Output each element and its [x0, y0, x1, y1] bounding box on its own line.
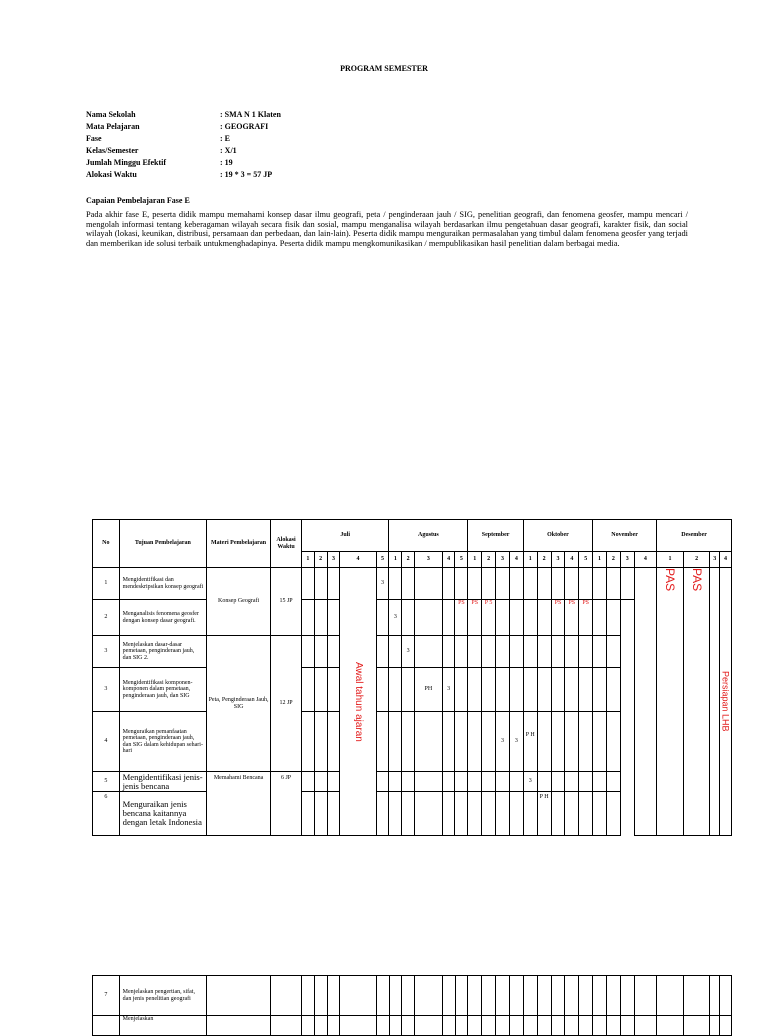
mark-ps: PS: [468, 600, 482, 636]
row-no: 7: [93, 976, 120, 1016]
week-cell: 5: [579, 552, 593, 568]
week-cell: 4: [509, 552, 523, 568]
row-no: 4: [93, 712, 120, 772]
info-row: [86, 109, 281, 121]
mark-ph-vertical: P H: [523, 712, 537, 772]
mark-cell: 3: [389, 600, 402, 636]
info-value: : 19 * 3 = 57 JP: [220, 170, 273, 179]
row-no: 3: [93, 668, 120, 712]
row-tujuan: Menjelaskan pengertian, sifat, dan jenis penelitian geografi: [119, 976, 206, 1016]
month-september: September: [468, 520, 523, 552]
row-no: 2: [93, 600, 120, 636]
month-agustus: Agustus: [389, 520, 468, 552]
header-materi: Materi Pembelajaran: [207, 520, 271, 568]
pas-label-2: PAS: [683, 568, 710, 836]
week-cell: 3: [620, 552, 634, 568]
pas-label-1: PAS: [657, 568, 684, 836]
info-row: [86, 121, 281, 133]
month-oktober: Oktober: [523, 520, 592, 552]
row-tujuan: Menguraikan pemanfaatan pemetaan, penginderaan jauh, dan SIG dalam kehidupan sehari-hari: [119, 712, 206, 772]
row-tujuan: Menjelaskan: [119, 1016, 206, 1036]
week-cell: 3: [710, 552, 720, 568]
alokasi-cell: 12 JP: [271, 636, 302, 772]
materi-cell: Peta, Penginderaan Jauh, SIG: [207, 636, 271, 772]
info-value: : 19: [220, 158, 233, 167]
row-tujuan: Menganalisis fenomena geosfer dengan konsep dasar geografi.: [119, 600, 206, 636]
mark-ps: PS: [455, 600, 468, 636]
info-value: : E: [220, 134, 230, 143]
week-cell: 5: [376, 552, 389, 568]
school-info: [86, 109, 281, 181]
mark-cell: 3: [496, 712, 510, 772]
row-no: 3: [93, 636, 120, 668]
info-row: [86, 133, 281, 145]
mark-cell: 3: [402, 636, 415, 668]
capaian-text: Pada akhir fase E, peserta didik mampu memahami konsep dasar ilmu geografi, peta / penginderaan jauh / SIG, penelitian geografi, dan fenomena geosfer, mampu mencari / mengolah informasi tentang keberagaman wilayah secara fisik dan sosial, mampu menganalisa wilayah berdasarkan ilmu pengetahuan dasar geografi, karakter fisik, dan social wilayah (lokasi, keunikan, distribusi, persamaan dan perbedaan, dan lain-lain). Peserta didik mampu menguraikan permasalahan yang timbul dalam fenomena geosfer yang terjadi dan memberikan ide solusi terbaik untukmenghadapinya. Peserta didik mampu mengkomunikasikan / mempublikasikan hasil penelitian dalam berbagai media.: [86, 210, 688, 248]
week-cell: 2: [683, 552, 710, 568]
materi-cell: Memahami Bencana: [207, 772, 271, 836]
schedule-table-continued: [92, 975, 732, 1036]
week-cell: 4: [720, 552, 732, 568]
week-cell: 1: [468, 552, 482, 568]
week-cell: 3: [551, 552, 565, 568]
week-cell: 1: [301, 552, 314, 568]
week-cell: 1: [593, 552, 607, 568]
week-cell: 3: [414, 552, 442, 568]
info-value: : X/1: [220, 146, 237, 155]
mark-cell: 3: [442, 668, 455, 712]
info-label: Jumlah Minggu Efektif: [86, 158, 167, 167]
info-value: : GEOGRAFI: [220, 122, 269, 131]
info-value: : SMA N 1 Klaten: [220, 110, 281, 119]
week-cell: 5: [455, 552, 468, 568]
week-cell: 4: [340, 552, 376, 568]
row-tujuan: Mengidentifikasi dan mendeskripsikan konsep geografi: [119, 568, 206, 600]
header-no: No: [93, 520, 120, 568]
info-label: Alokasi Waktu: [86, 170, 137, 179]
schedule-table: [92, 519, 732, 836]
week-cell: 4: [442, 552, 455, 568]
row-no: 6: [93, 792, 120, 836]
week-cell: 1: [657, 552, 684, 568]
mark-ps: PS: [565, 600, 579, 636]
week-cell: 2: [314, 552, 327, 568]
row-no: 5: [93, 772, 120, 792]
mark-ps: PS: [551, 600, 565, 636]
week-cell: 2: [482, 552, 496, 568]
mark-cell: 3: [376, 568, 389, 600]
info-label: Nama Sekolah: [86, 110, 136, 119]
row-tujuan: Menjelaskan dasar-dasar pemetaan, penginderaan jauh, dan SIG 2.: [119, 636, 206, 668]
week-cell: 2: [606, 552, 620, 568]
week-cell: 2: [537, 552, 551, 568]
header-tujuan: Tujuan Pembelajaran: [119, 520, 206, 568]
info-row: [86, 145, 281, 157]
month-juli: Juli: [301, 520, 388, 552]
info-label: Mata Pelajaran: [86, 122, 140, 131]
row-tujuan: Menguraikan jenis bencana kaitannya dengan letak Indonesia: [119, 792, 206, 836]
mark-ps: PS: [579, 600, 593, 636]
week-cell: 1: [523, 552, 537, 568]
week-cell: 1: [389, 552, 402, 568]
week-cell: 2: [402, 552, 415, 568]
capaian-title: Capaian Pembelajaran Fase E: [86, 196, 190, 205]
info-label: Kelas/Semester: [86, 146, 139, 155]
header-alokasi: Alokasi Waktu: [271, 520, 302, 568]
info-row: [86, 169, 281, 181]
mark-p5: P 5: [482, 600, 496, 636]
month-november: November: [593, 520, 657, 552]
page-title: PROGRAM SEMESTER: [340, 64, 428, 73]
week-cell: 4: [565, 552, 579, 568]
week-cell: 3: [496, 552, 510, 568]
alokasi-cell: 15 JP: [271, 568, 302, 636]
week-cell: 3: [327, 552, 340, 568]
mark-cell: 3: [509, 712, 523, 772]
week-cell: 4: [634, 552, 656, 568]
row-no: 1: [93, 568, 120, 600]
info-label: Fase: [86, 134, 102, 143]
persiapan-lhb-label: Persiapan LHB: [720, 568, 732, 836]
month-desember: Desember: [657, 520, 732, 552]
row-no: [93, 1016, 120, 1036]
alokasi-cell: 6 JP: [271, 772, 302, 836]
mark-ph: PH: [414, 668, 442, 712]
mark-ph-vertical: P H: [537, 792, 551, 836]
materi-cell: Konsep Geografi: [207, 568, 271, 636]
info-row: [86, 157, 281, 169]
awal-tahun-ajaran-label: Awal tahun ajaran: [340, 568, 376, 836]
row-tujuan: Mengidentifikasi jenis-jenis bencana: [119, 772, 206, 792]
mark-cell: 3: [523, 772, 537, 792]
row-tujuan: Mengidentifikasi komponen-komponen dalam pemetaan, penginderaan jauh, dan SIG: [119, 668, 206, 712]
